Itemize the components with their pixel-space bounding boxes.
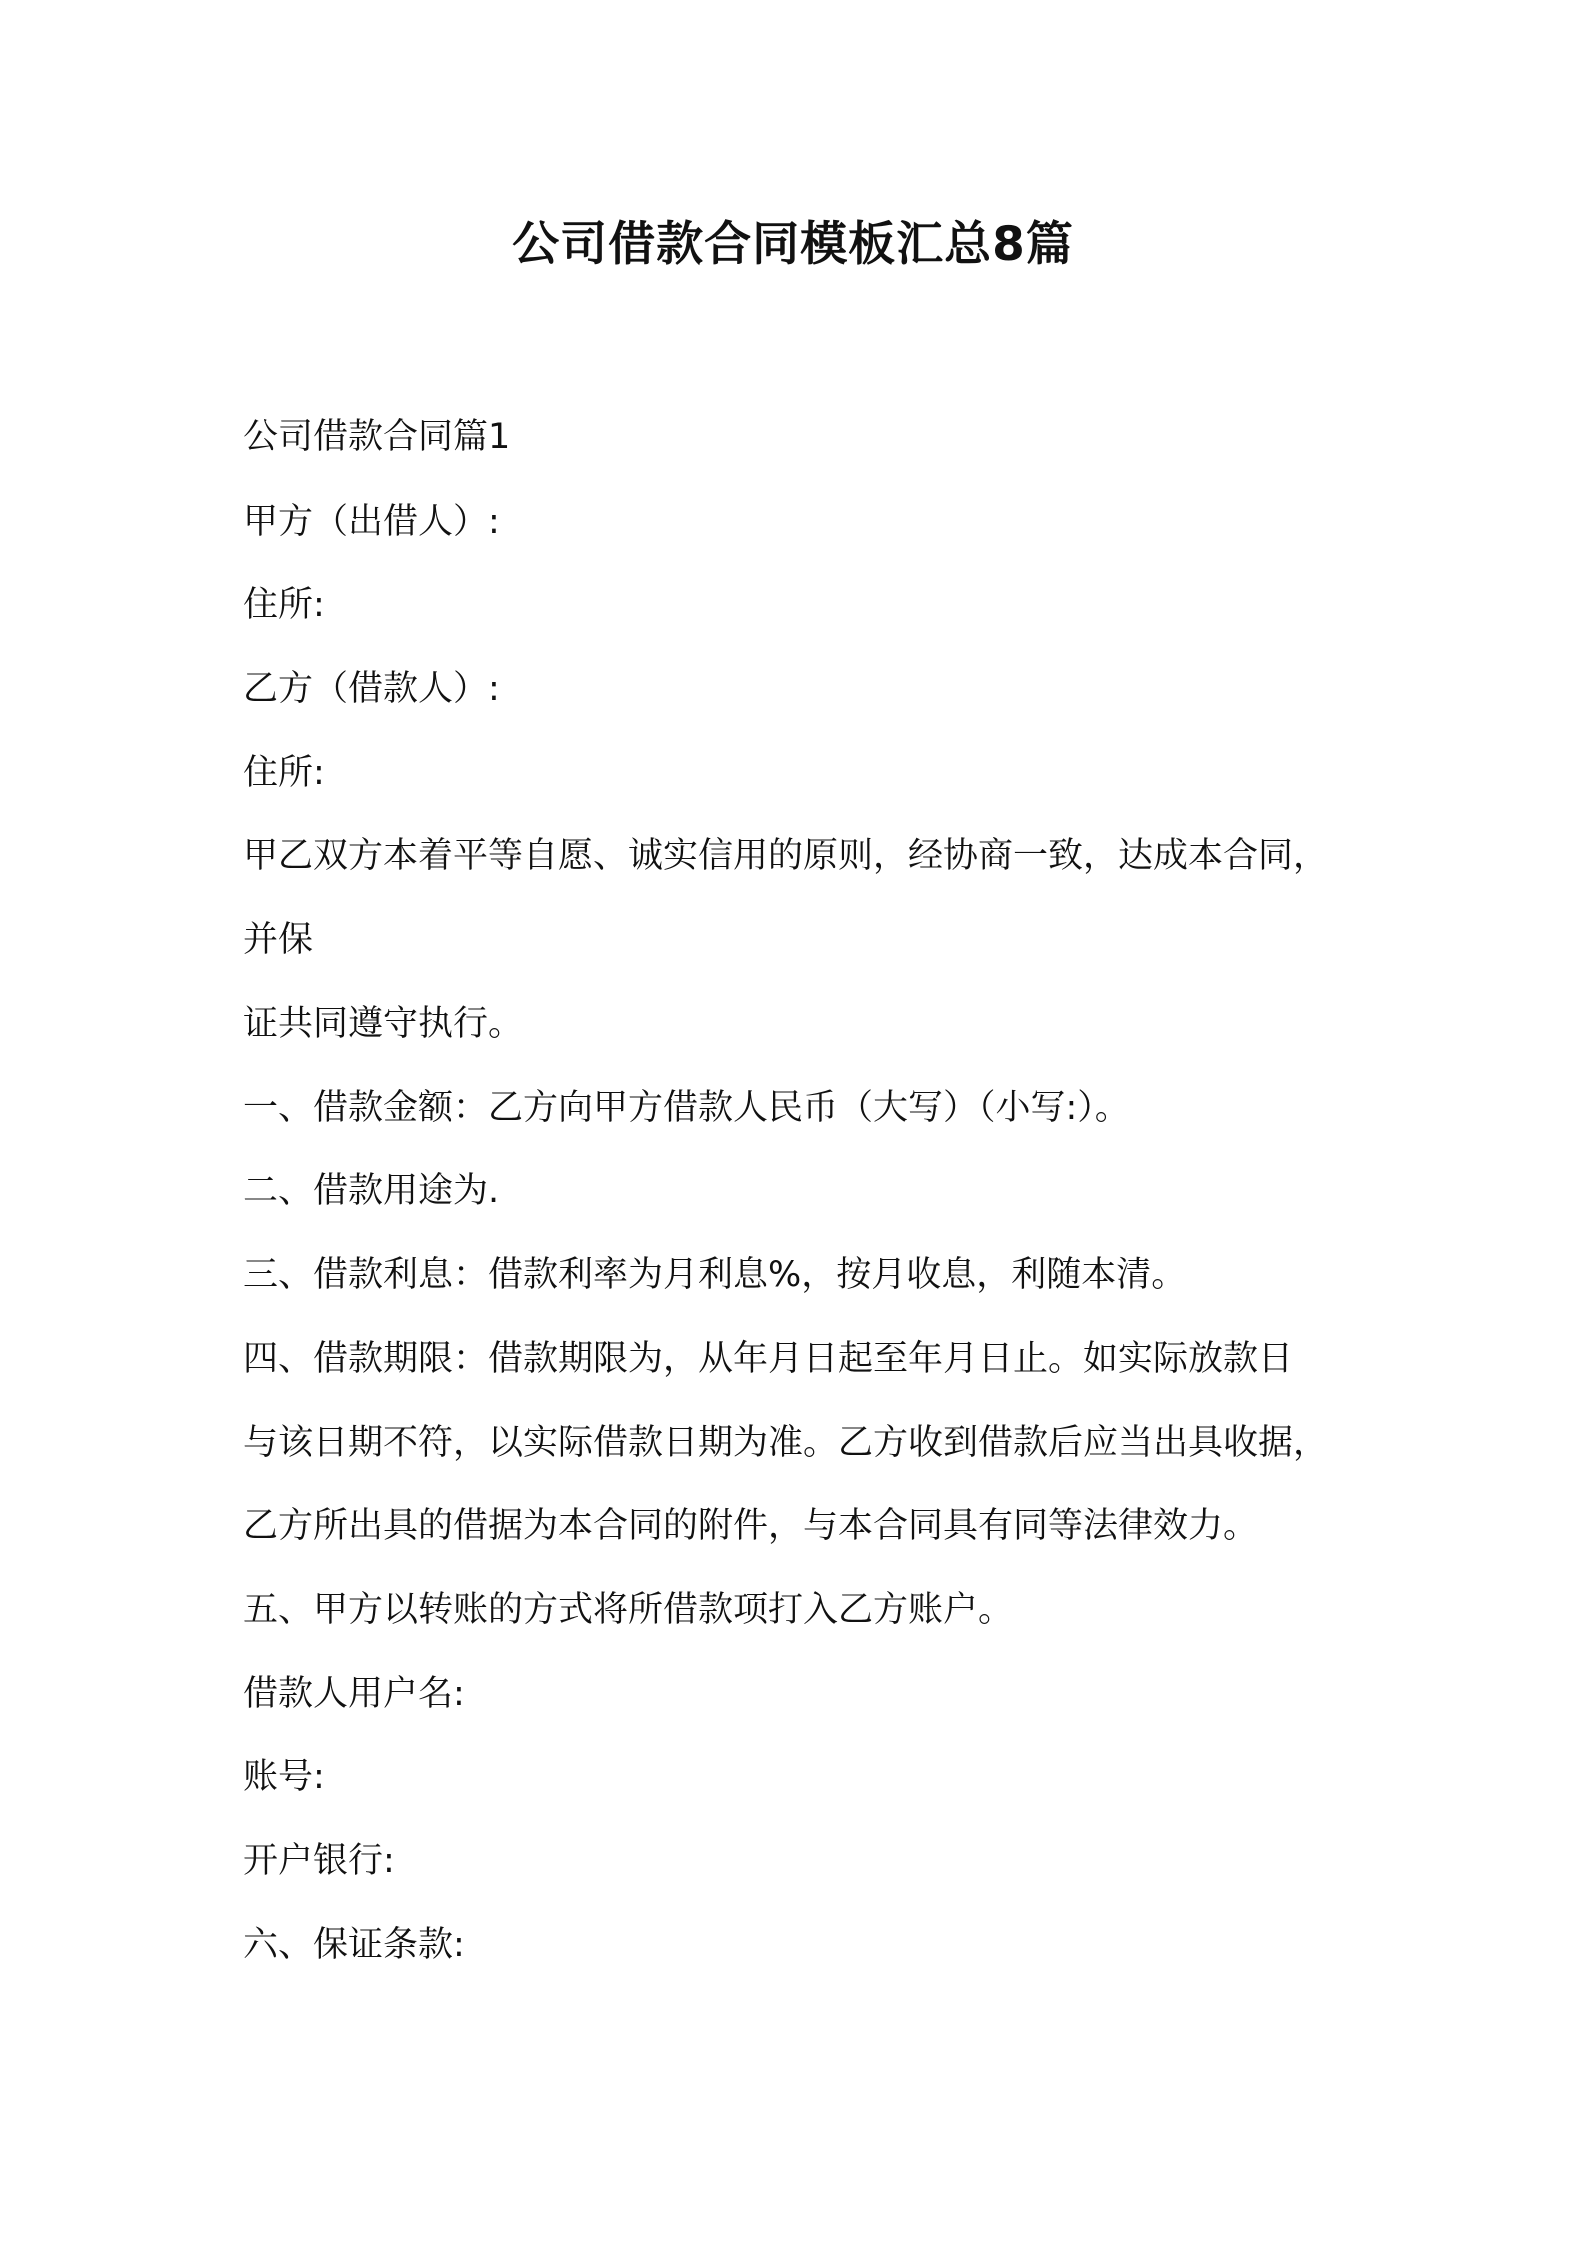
clause-transfer: 五、甲方以转账的方式将所借款项打入乙方账户。 — [243, 1590, 1014, 1630]
section-heading: 公司借款合同篇1 — [243, 417, 511, 457]
lender-label: 甲方（出借人）: — [243, 502, 500, 542]
clause-guarantee: 六、保证条款: — [243, 1925, 465, 1965]
clause-purpose: 二、借款用途为. — [243, 1171, 500, 1211]
document-title: 公司借款合同模板汇总8篇 — [512, 217, 1074, 272]
bank-label: 开户银行: — [243, 1841, 395, 1881]
clause-term-line: 与该日期不符，以实际借款日期为准。乙方收到借款后应当出具收据， — [243, 1423, 1329, 1463]
lender-address-label: 住所: — [243, 585, 325, 625]
clause-interest: 三、借款利息：借款利率为月利息%，按月收息，利随本清。 — [243, 1255, 1187, 1295]
clause-amount: 一、借款金额：乙方向甲方借款人民币（大写）（小写:）。 — [243, 1088, 1130, 1128]
agreement-paragraph-line: 甲乙双方本着平等自愿、诚实信用的原则，经协商一致，达成本合同， — [243, 836, 1329, 876]
clause-term-line: 四、借款期限：借款期限为，从年月日起至年月日止。如实际放款日 — [243, 1339, 1294, 1379]
account-name-label: 借款人用户名: — [243, 1674, 465, 1714]
clause-term-line: 乙方所出具的借据为本合同的附件，与本合同具有同等法律效力。 — [243, 1506, 1259, 1546]
borrower-address-label: 住所: — [243, 753, 325, 793]
agreement-paragraph-line: 并保 — [243, 920, 314, 960]
borrower-label: 乙方（借款人）: — [243, 669, 500, 709]
agreement-paragraph-line: 证共同遵守执行。 — [243, 1004, 524, 1044]
account-number-label: 账号: — [243, 1757, 325, 1797]
